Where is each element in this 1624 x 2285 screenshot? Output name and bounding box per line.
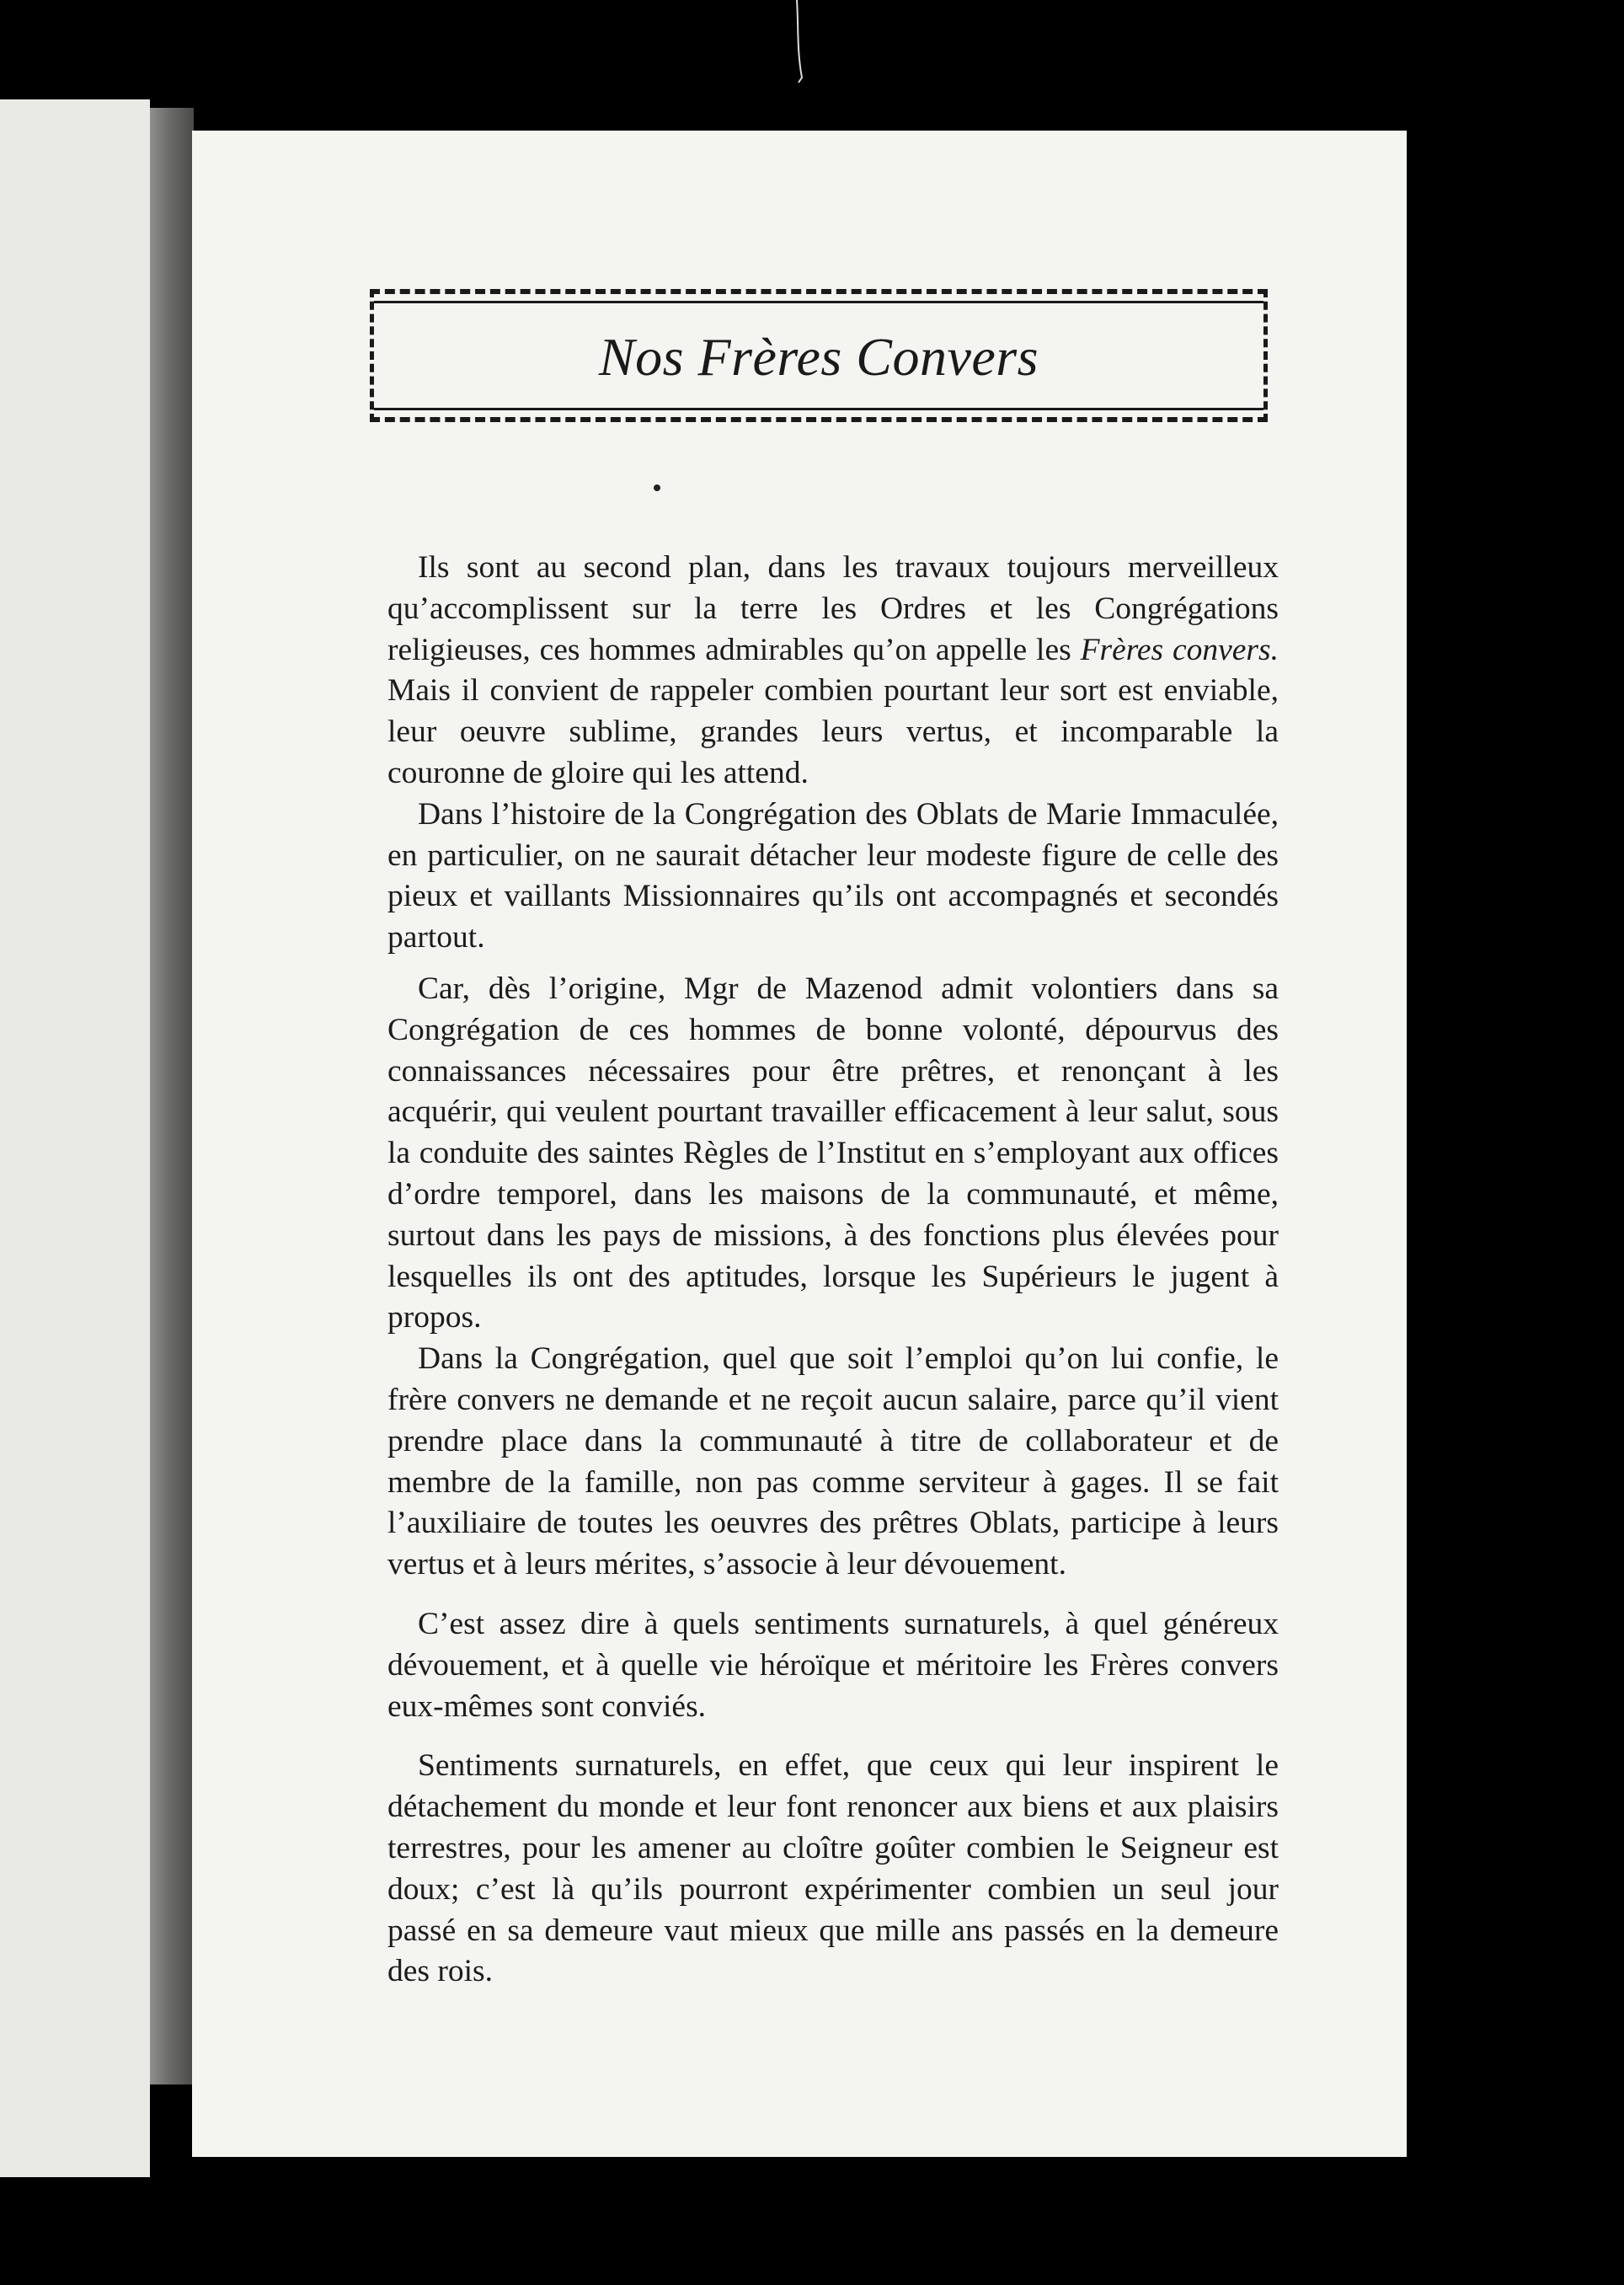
ornament-dot xyxy=(654,484,660,491)
paragraph-4: Dans la Congrégation, quel que soit l’emploi qu’on lui confie, le frère convers ne demande et ne reçoit aucun salaire, parce qu’il vient prendre place dans la communauté à titre de collaborateur et de membre de la famille, non pas comme serviteur à gages. Il se fait l’auxiliaire de toutes les oeuvres des prêtres Oblats, participe à leurs vertus et à leurs mérites, s’associe à leur dévouement. xyxy=(387,1341,1279,1582)
book-page xyxy=(192,131,1407,2157)
paragraph-1-text-before: Ils sont au second plan, dans les travaux toujours merveilleux qu’accomplissent sur la terre les Ordres et les Congrégations religieuses, ces hommes admirables qu’on appelle les xyxy=(387,550,1279,667)
body-text xyxy=(387,548,1279,1993)
paragraph-3: Car, dès l’origine, Mgr de Mazenod admit volontiers dans sa Congrégation de ces hommes de bonne volonté, dépourvus des connaissances nécessaires pour être prêtres, et renonçant à les acquérir, qui veulent pourtant travailler efficacement à leur salut, sous la conduite des saintes Règles de l’Institut en s’employant aux offices d’ordre temporel, dans les maisons de la communauté, et même, surtout dans les pays de missions, à des fonctions plus élevées pour lesquelles ils ont des aptitudes, lorsque les Supérieurs le jugent à propos. xyxy=(387,971,1279,1335)
book-gutter xyxy=(150,108,194,2084)
paragraph-2: Dans l’histoire de la Congrégation des Oblats de Marie Immaculée, en particulier, on ne saurait détacher leur modeste figure de celle des pieux et vaillants Missionnaires qu’ils ont accompagnés et secondés partout. xyxy=(387,796,1279,955)
paragraph-6: Sentiments surnaturels, en effet, que ceux qui leur inspirent le détachement du monde et leur font renoncer aux biens et aux plaisirs terrestres, pour les amener au cloître goûter combien le Seigneur est doux; c’est là qu’ils pourront expérimenter combien un seul jour passé en sa demeure vaut mieux que mille ans passés en la demeure des rois. xyxy=(387,1748,1279,1989)
title-frame xyxy=(370,289,1268,422)
paragraph-1-italic: Frères convers. xyxy=(1080,632,1279,667)
page-title: Nos Frères Convers xyxy=(598,327,1039,387)
facing-page-edge xyxy=(0,99,150,2177)
paragraph-1 xyxy=(387,548,1279,795)
film-scratch-mark xyxy=(795,0,804,84)
paragraph-5: C’est assez dire à quels sentiments surnaturels, à quel généreux dévouement, et à quelle vie héroïque et méritoire les Frères convers eux-mêmes sont conviés. xyxy=(387,1606,1279,1724)
paragraph-1-text-after: Mais il convient de rappeler combien pourtant leur sort est enviable, leur oeuvre sublime, grandes leurs vertus, et incomparable la couronne de gloire qui les attend. xyxy=(387,673,1279,790)
